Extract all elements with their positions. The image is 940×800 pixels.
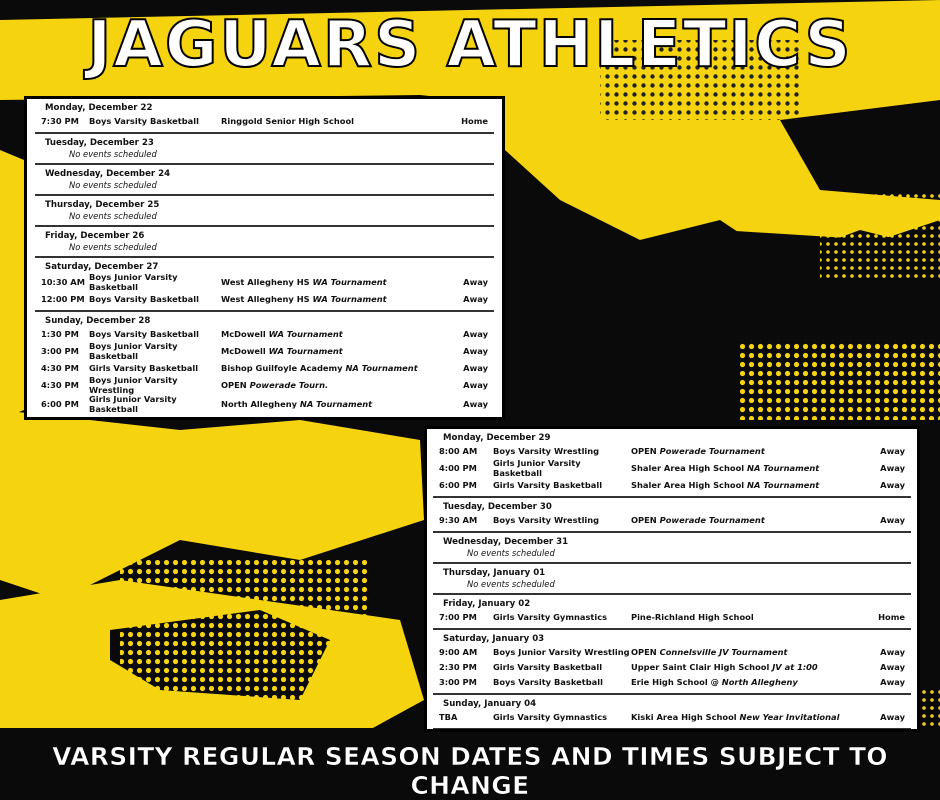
event-sport: Girls Varsity Basketball [493,479,603,490]
event-note: WA Tournament [312,276,387,287]
event-sport: Boys Junior Varsity Basketball [89,272,178,292]
event-sport: Boys Varsity Basketball [89,115,199,126]
event-opponent [221,381,450,391]
event-row [437,513,907,528]
event-sport: Boys Junior Varsity Wrestling [89,375,178,395]
event-time: 6:00 PM [439,479,477,490]
opponent-name: Upper Saint Clair High School [631,661,770,672]
event-sport: Boys Junior Varsity Basketball [89,341,178,361]
event-opponent [631,678,867,688]
event-time: 7:00 PM [439,611,477,622]
day-section [433,595,911,630]
event-sport: Girls Junior Varsity Basketball [493,458,581,478]
day-section [433,498,911,533]
event-opponent [631,713,867,723]
opponent-name: Shaler Area High School [631,462,745,473]
event-row [39,395,490,414]
event-time: 10:30 AM [41,276,85,287]
opponent-name: Bishop Guilfoyle Academy [221,362,343,373]
event-opponent [221,364,450,374]
event-location: Away [880,661,905,672]
opponent-name: North Allegheny [221,398,298,409]
event-row [39,292,490,307]
event-location: Away [463,276,488,287]
event-sport: Boys Junior Varsity Wrestling [493,646,630,657]
event-opponent [631,464,867,474]
day-section [35,99,494,134]
event-opponent [221,278,450,288]
event-time: 9:00 AM [439,646,478,657]
event-sport: Girls Varsity Basketball [89,362,199,373]
event-location: Away [880,676,905,687]
event-location: Away [463,345,488,356]
event-row [437,610,907,625]
event-note: NA Tournament [345,362,418,373]
day-section [35,165,494,196]
event-note: NA Tournament [747,479,820,490]
event-time: 4:00 PM [439,462,477,473]
event-row [437,459,907,478]
event-sport: Boys Varsity Wrestling [493,445,600,456]
event-row [437,478,907,493]
no-events-text: No events scheduled [69,242,157,252]
event-sport: Girls Varsity Gymnastics [493,711,608,722]
event-sport: Boys Varsity Basketball [493,676,603,687]
event-opponent [631,648,867,658]
event-time: 12:00 PM [41,293,85,304]
event-location: Away [463,328,488,339]
event-row [437,710,907,725]
event-location: Away [880,711,905,722]
no-events-text: No events scheduled [467,579,555,589]
opponent-name: Erie High School @ [631,676,719,687]
event-location: Away [463,362,488,373]
event-time: 4:30 PM [41,362,79,373]
event-opponent [631,516,867,526]
event-time: TBA [439,711,458,722]
day-header: Tuesday, December 23 [45,138,154,148]
footer-disclaimer: VARSITY REGULAR SEASON DATES AND TIMES SUBJECT TO CHANGE [52,742,888,800]
event-sport: Boys Varsity Basketball [89,293,199,304]
event-note: JV at 1:00 [772,661,818,672]
event-row [437,660,907,675]
day-section [433,429,911,498]
event-note: Powerade Tourn. [249,379,329,390]
event-opponent [631,663,867,673]
event-location: Away [880,514,905,525]
event-location: Away [463,379,488,390]
day-header: Thursday, December 25 [45,200,160,210]
event-time: 9:30 AM [439,514,478,525]
event-row [39,114,490,129]
day-header: Thursday, January 01 [443,568,546,578]
day-header: Saturday, January 03 [443,634,545,644]
day-section [35,312,494,419]
event-location: Home [461,115,488,126]
event-location: Away [880,646,905,657]
event-opponent [221,117,450,127]
event-location: Away [880,445,905,456]
event-note: WA Tournament [268,345,343,356]
event-note: North Allegheny [721,676,798,687]
day-header: Friday, January 02 [443,599,531,609]
event-row [39,361,490,376]
event-row [437,444,907,459]
event-opponent [631,481,867,491]
day-section [35,134,494,165]
day-header: Wednesday, December 31 [443,537,569,547]
event-time: 2:30 PM [439,661,477,672]
schedule-panel-week2 [424,426,920,732]
page-title: JAGUARS ATHLETICS [87,8,853,82]
event-note: WA Tournament [312,293,387,304]
opponent-name: Kiski Area High School [631,711,737,722]
event-sport: Boys Varsity Wrestling [493,514,600,525]
day-section [433,533,911,564]
opponent-name: OPEN [631,646,657,657]
event-row [39,376,490,395]
event-time: 8:00 AM [439,445,478,456]
event-time: 3:00 PM [439,676,477,687]
event-opponent [221,347,450,357]
event-opponent [221,400,450,410]
day-header: Monday, December 29 [443,433,551,443]
event-time: 6:00 PM [41,398,79,409]
opponent-name: West Allegheny HS [221,293,310,304]
day-header: Sunday, December 28 [45,316,151,326]
event-time: 7:30 PM [41,115,79,126]
event-opponent [221,295,450,305]
no-events-text: No events scheduled [69,211,157,221]
event-row [437,645,907,660]
event-sport: Girls Varsity Gymnastics [493,611,608,622]
day-header: Wednesday, December 24 [45,169,171,179]
day-section [433,695,911,730]
day-header: Sunday, January 04 [443,699,537,709]
day-header: Friday, December 26 [45,231,145,241]
event-opponent [631,447,867,457]
event-row [39,327,490,342]
event-time: 3:00 PM [41,345,79,356]
opponent-name: OPEN [631,514,657,525]
opponent-name: OPEN [221,379,247,390]
opponent-name: McDowell [221,345,266,356]
day-section [35,227,494,258]
event-note: WA Tournament [268,328,343,339]
event-location: Away [880,479,905,490]
opponent-name: OPEN [631,445,657,456]
event-opponent [631,613,867,623]
opponent-name: McDowell [221,328,266,339]
event-sport: Girls Varsity Basketball [493,661,603,672]
event-note: Connelsville JV Tournament [659,646,788,657]
event-note: New Year Invitational [739,711,840,722]
event-location: Away [880,462,905,473]
day-section [35,196,494,227]
event-sport: Boys Varsity Basketball [89,328,199,339]
event-note: Powerade Tournament [659,445,765,456]
event-note: NA Tournament [299,398,373,409]
opponent-name: Ringgold Senior High School [221,115,354,126]
event-note: NA Tournament [747,462,820,473]
no-events-text: No events scheduled [467,548,555,558]
day-section [433,630,911,695]
event-location: Home [878,611,905,622]
day-header: Saturday, December 27 [45,262,159,272]
no-events-text: No events scheduled [69,149,157,159]
event-opponent [221,330,450,340]
day-section [433,564,911,595]
opponent-name: West Allegheny HS [221,276,310,287]
event-row [39,342,490,361]
event-location: Away [463,398,488,409]
day-section [35,258,494,312]
event-time: 1:30 PM [41,328,79,339]
event-sport: Girls Junior Varsity Basketball [89,394,177,414]
day-header: Tuesday, December 30 [443,502,552,512]
opponent-name: Shaler Area High School [631,479,745,490]
day-header: Monday, December 22 [45,103,153,113]
event-location: Away [463,293,488,304]
event-time: 4:30 PM [41,379,79,390]
schedule-panel-week1 [24,96,505,420]
opponent-name: Pine-Richland High School [631,611,754,622]
event-row [39,273,490,292]
no-events-text: No events scheduled [69,180,157,190]
event-note: Powerade Tournament [659,514,765,525]
event-row [437,675,907,690]
